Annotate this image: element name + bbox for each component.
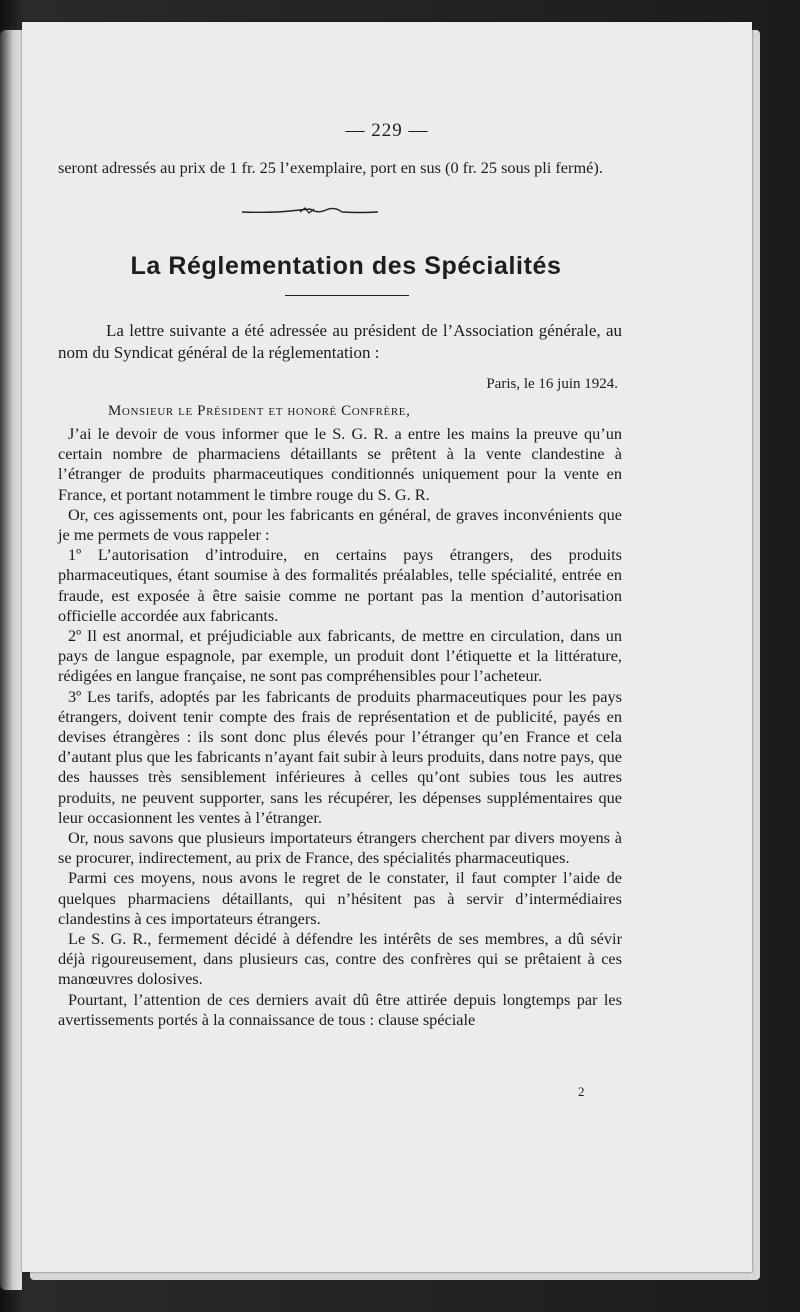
letter-salutation: Monsieur le Président et honoré Confrère, [108,403,411,419]
title-underline [285,295,409,296]
letter-paragraph: Pourtant, l’attention de ces derniers avait dû être attirée depuis longtemps par les avertissements portés à la connaissance de tous : clause spéciale [58,989,622,1029]
letter-paragraph: 2º Il est anormal, et préjudiciable aux fabricants, de mettre en circulation, dans un pays de langue espagnole, par exemple, un produit dont l’étiquette et la littérature, rédigées en langue française, ne sont pas compréhensibles pour l’acheteur. [58,626,622,686]
letter-paragraph: Or, ces agissements ont, pour les fabricants en général, de graves inconvénients que je me permets de vous rappeler : [58,504,622,545]
article-title: La Réglementation des Spécialités [130,252,562,280]
page-number: — 229 — [345,120,429,141]
divider-ornament-icon [240,202,380,222]
letter-paragraph: 1º L’autorisation d’introduire, en certains pays étrangers, des produits pharmaceutiques, étant soumise à des formalités préalables, telle spécialité, entrée en fraude, est exposée à être saisie comme ne portant pas la mention d’autorisation officielle accordée aux fabricants. [58,545,622,625]
continued-paragraph: seront adressés au prix de 1 fr. 25 l’exemplaire, port en sus (0 fr. 25 sous pli fermé). [58,158,603,177]
letter-paragraph: Le S. G. R., fermement décidé à défendre les intérêts de ses membres, a dû sévir déjà rigoureusement, dans plusieurs cas, contre des confrères qui se prêtaient à ces manœuvres dolosives. [58,929,622,989]
facing-page-edge [0,30,22,1290]
letter-paragraph: Or, nous savons que plusieurs importateurs étrangers cherchent par divers moyens à se procurer, indirectement, au prix de France, des spécialités pharmaceutiques. [58,828,622,868]
letter-paragraph: Parmi ces moyens, nous avons le regret de le constater, il faut compter l’aide de quelques pharmaciens détaillants, qui n’hésitent pas à servir d’intermédiaires clandestins à ces importateurs étrangers. [58,868,622,928]
letter-paragraph: 3º Les tarifs, adoptés par les fabricants de produits pharmaceutiques pour les pays étrangers, doivent tenir compte des frais de représentation et de publicité, payés en devises étrangères : ils sont donc plus élevés pour l’étranger qu’en France et cela d’autant plus que les fabricants n’ayant fait subir à leurs produits, dans notre pays, que des hausses très sensiblement inférieures à celles qu’ont subies tous les autres produits, ne peuvent supporter, sans les récupérer, les dépenses supplémentaires que leur occasionnent les ventes à l’étranger. [58,686,622,827]
document-page [22,22,752,1272]
letter-paragraph: J’ai le devoir de vous informer que le S. G. R. a entre les mains la preuve qu’un certain nombre de pharmaciens détaillants se prêtent à la vente clandestine à l’étranger de produits pharmaceutiques conditionnés uniquement pour la vente en France, et portant notamment le timbre rouge du S. G. R. [58,424,622,504]
letter-body [58,424,622,1030]
letter-date: Paris, le 16 juin 1924. [486,376,618,392]
gathering-signature-mark: 2 [578,1084,585,1099]
intro-paragraph: La lettre suivante a été adressée au président de l’Association générale, au nom du Syndicat général de la réglementation : [58,321,622,362]
